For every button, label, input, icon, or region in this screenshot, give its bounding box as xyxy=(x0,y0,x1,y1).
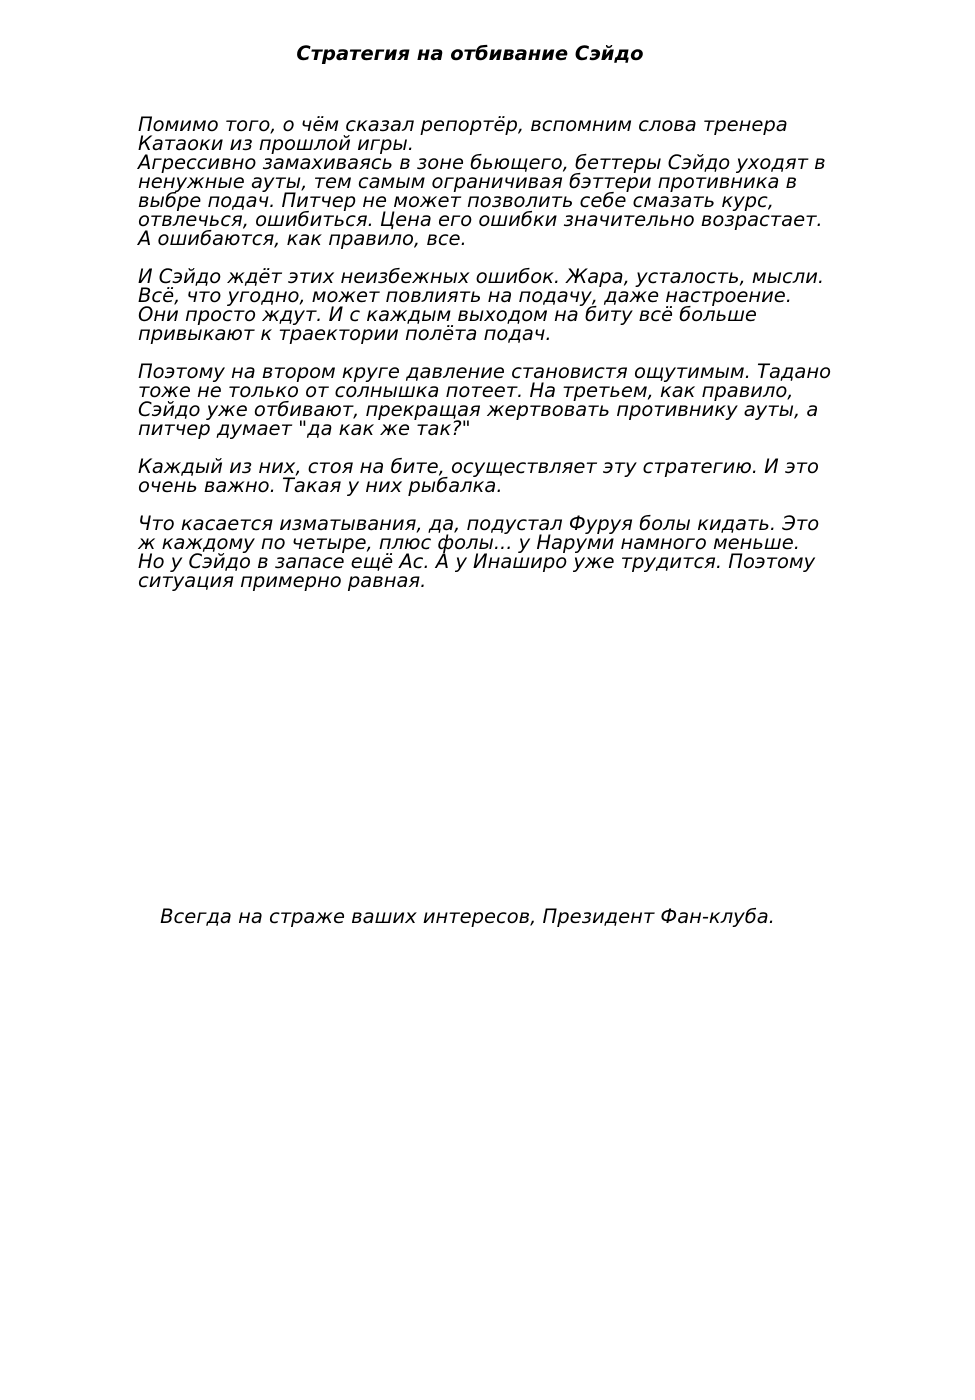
paragraph-4 xyxy=(138,457,838,495)
paragraph-line: питчер думает "да как же так?" xyxy=(138,417,471,440)
paragraph-line: привыкают к траектории полёта подач. xyxy=(138,322,552,345)
paragraph-line: Что касается изматывания, да, подустал Фуруя болы кидать. Это xyxy=(138,512,820,535)
paragraph-1 xyxy=(138,115,838,248)
paragraph-line: ситуация примерно равная. xyxy=(138,569,427,592)
paragraph-line: А ошибаются, как правило, все. xyxy=(138,227,467,250)
paragraph-line: Сэйдо уже отбивают, прекращая жертвовать противнику ауты, а xyxy=(138,398,819,421)
paragraph-line: И Сэйдо ждёт этих неизбежных ошибок. Жара, усталость, мысли. xyxy=(138,265,825,288)
paragraph-line: Но у Сэйдо в запасе ещё Ас. А у Инаширо уже трудится. Поэтому xyxy=(138,550,816,573)
paragraph-line: Помимо того, о чём сказал репортёр, вспомним слова тренера xyxy=(138,113,788,136)
paragraph-line: очень важно. Такая у них рыбалка. xyxy=(138,474,503,497)
paragraph-3 xyxy=(138,362,838,438)
paragraph-line: Всё, что угодно, может повлиять на подачу, даже настроение. xyxy=(138,284,792,307)
paragraph-line: Катаоки из прошлой игры. xyxy=(138,132,414,155)
paragraph-2 xyxy=(138,267,838,343)
paragraph-line: Каждый из них, стоя на бите, осуществляет эту стратегию. И это xyxy=(138,455,819,478)
signature: Всегда на страже ваших интересов, Президент Фан-клуба. xyxy=(160,905,775,928)
paragraph-line: Агрессивно замахиваясь в зоне бьющего, беттеры Сэйдо уходят в xyxy=(138,151,826,174)
page-title: Стратегия на отбивание Сэйдо xyxy=(296,42,644,65)
paragraph-line: отвлечься, ошибиться. Цена его ошибки значительно возрастает. xyxy=(138,208,823,231)
article-body xyxy=(138,115,838,609)
paragraph-line: Они просто ждут. И с каждым выходом на биту всё больше xyxy=(138,303,757,326)
paragraph-line: Поэтому на втором круге давление становистя ощутимым. Тадано xyxy=(138,360,832,383)
paragraph-5 xyxy=(138,514,838,590)
paragraph-line: выбре подач. Питчер не может позволить себе смазать курс, xyxy=(138,189,774,212)
paragraph-line: ж каждому по четыре, плюс фолы... у Наруми намного меньше. xyxy=(138,531,800,554)
paragraph-line: тоже не только от солнышка потеет. На третьем, как правило, xyxy=(138,379,794,402)
paragraph-line: ненужные ауты, тем самым ограничивая бэттери противника в xyxy=(138,170,798,193)
